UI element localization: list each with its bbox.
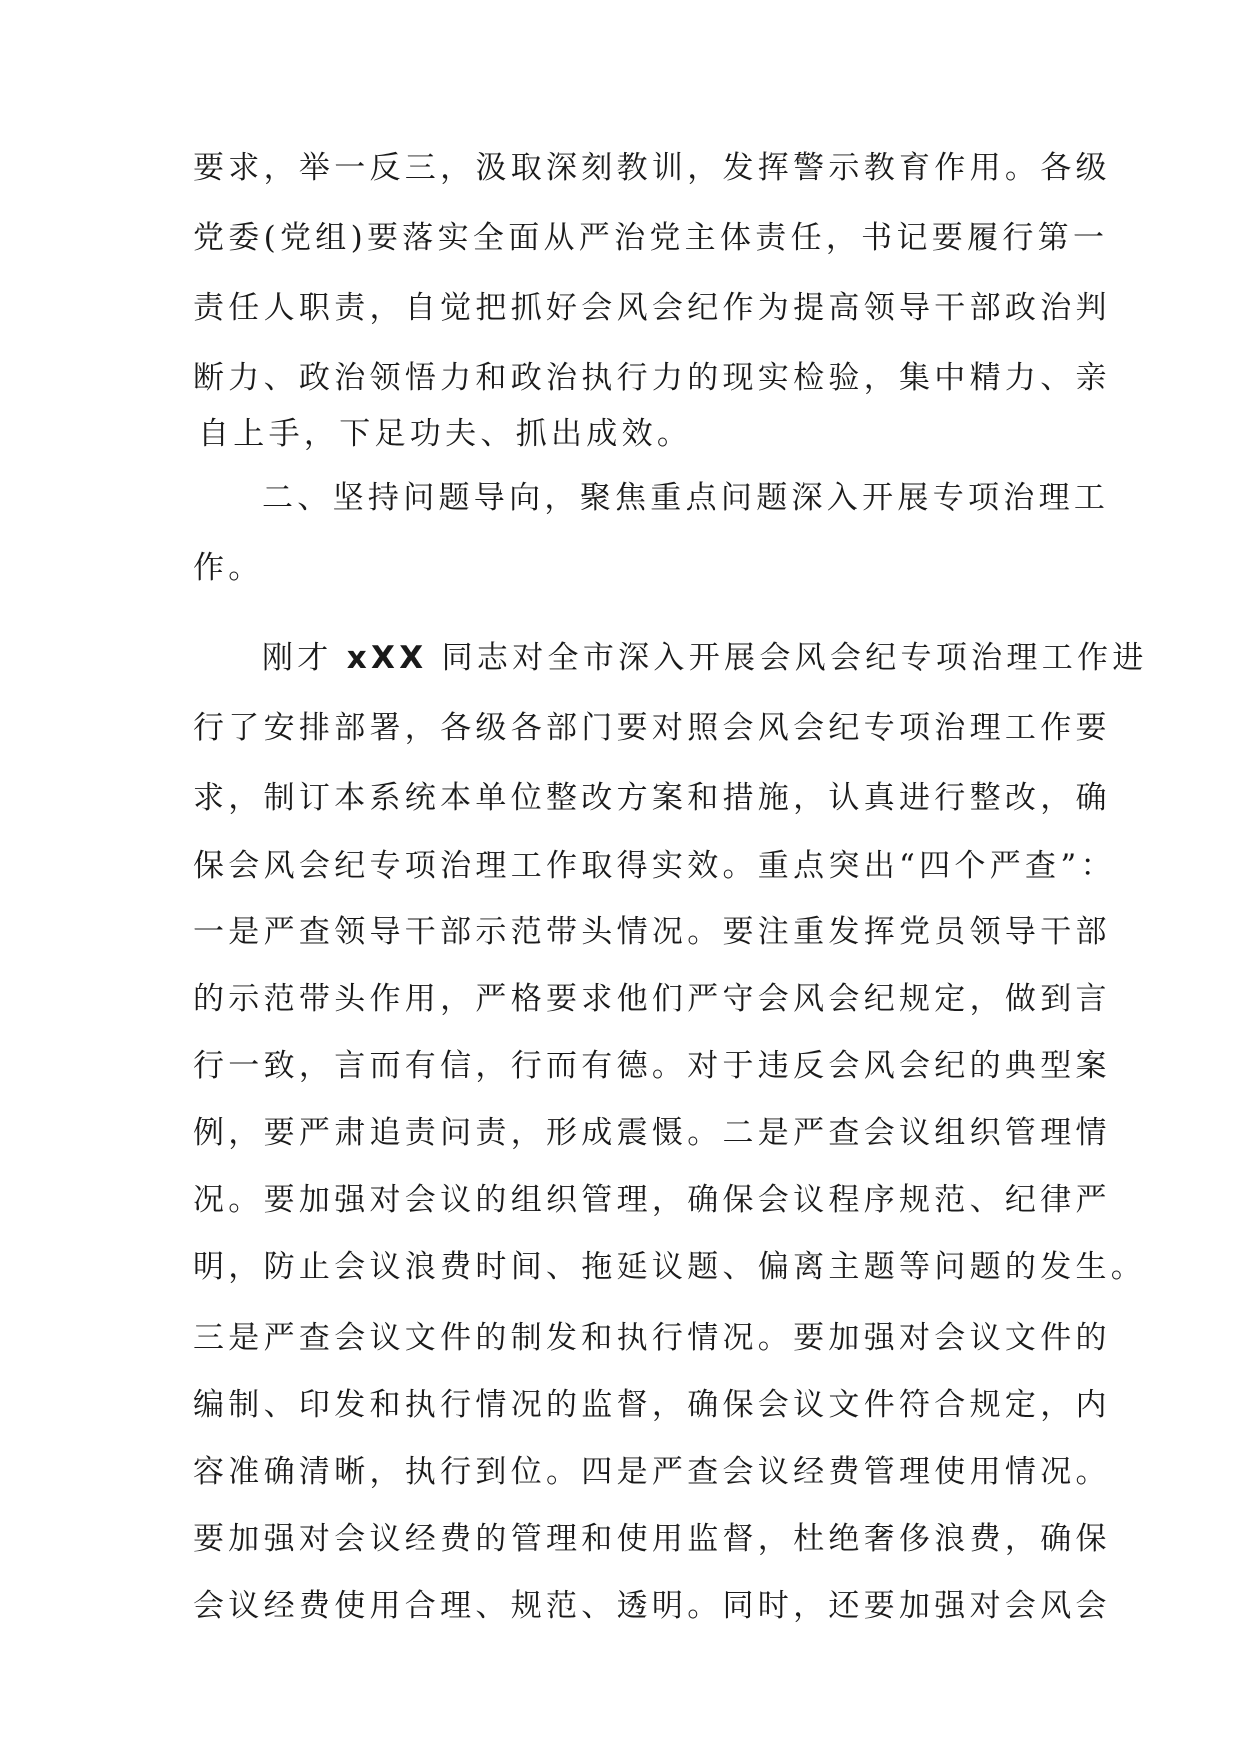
text-fragment: 刚才 (262, 640, 333, 676)
text-line: 容准确清晰，执行到位。四是严查会议经费管理使用情况。 (193, 1454, 1111, 1490)
text-line: 求，制订本系统本单位整改方案和措施，认真进行整改，确 (193, 780, 1111, 816)
text-line: 断力、政治领悟力和政治执行力的现实检验，集中精力、亲 (193, 360, 1111, 396)
text-line: 要加强对会议经费的管理和使用监督，杜绝奢侈浪费，确保 (193, 1521, 1111, 1557)
text-line: 例，要严肃追责问责，形成震慑。二是严查会议组织管理情 (193, 1115, 1111, 1151)
person-name: xXX (346, 640, 428, 676)
text-line: 行了安排部署，各级各部门要对照会风会纪专项治理工作要 (193, 710, 1111, 746)
text-line: 党委(党组)要落实全面从严治党主体责任，书记要履行第一 (193, 220, 1109, 256)
text-line: 的示范带头作用，严格要求他们严守会风会纪规定，做到言 (193, 981, 1111, 1017)
text-line: 保会风会纪专项治理工作取得实效。重点突出“四个严查”： (193, 848, 1116, 884)
text-line (262, 628, 1148, 688)
text-line: 三是严查会议文件的制发和执行情况。要加强对会议文件的 (193, 1320, 1111, 1356)
text-line: 自上手，下足功夫、抓出成效。 (198, 416, 693, 452)
text-line: 行一致，言而有信，行而有德。对于违反会风会纪的典型案 (193, 1048, 1111, 1084)
text-line: 一是严查领导干部示范带头情况。要注重发挥党员领导干部 (193, 914, 1111, 950)
text-line: 会议经费使用合理、规范、透明。同时，还要加强对会风会 (193, 1588, 1111, 1624)
heading-line: 二、坚持问题导向，聚焦重点问题深入开展专项治理工 (262, 480, 1110, 516)
text-line: 要求，举一反三，汲取深刻教训，发挥警示教育作用。各级 (193, 150, 1111, 186)
heading-line: 作。 (193, 550, 264, 586)
text-line: 明，防止会议浪费时间、拖延议题、偏离主题等问题的发生。 (193, 1249, 1147, 1285)
text-line: 况。要加强对会议的组织管理，确保会议程序规范、纪律严 (193, 1182, 1111, 1218)
text-fragment: 同志对全市深入开展会风会纪专项治理工作进 (441, 640, 1148, 676)
text-line: 责任人职责，自觉把抓好会风会纪作为提高领导干部政治判 (193, 290, 1111, 326)
text-line: 编制、印发和执行情况的监督，确保会议文件符合规定，内 (193, 1387, 1111, 1423)
